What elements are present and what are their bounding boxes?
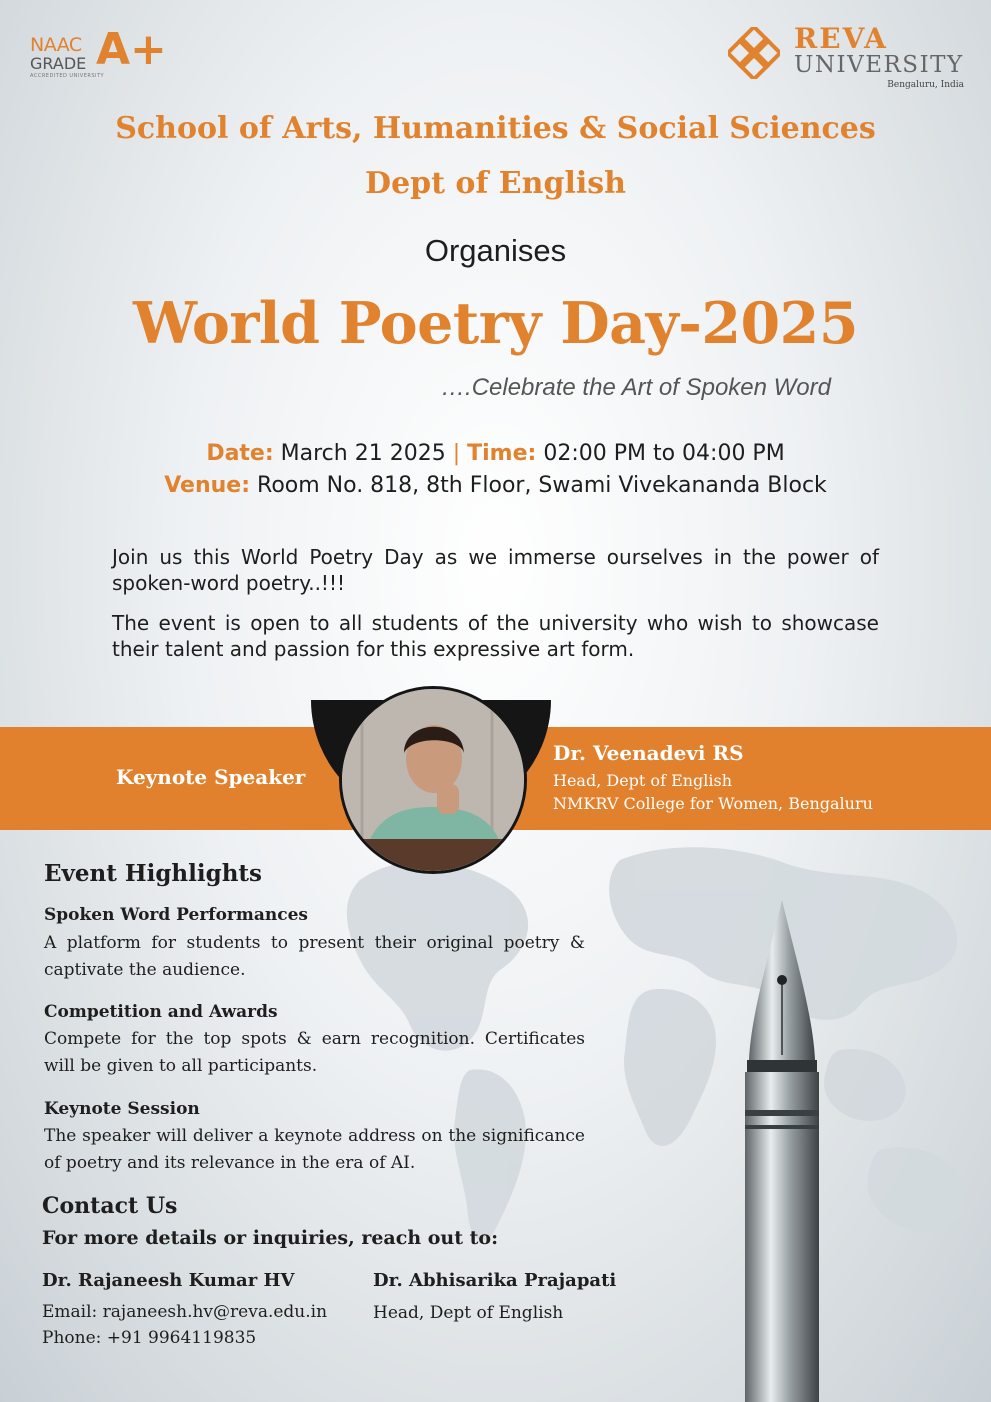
highlights-heading: Event Highlights	[44, 860, 263, 887]
highlight-text: Compete for the top spots & earn recognition. Certificates will be given to all participants.	[44, 1029, 585, 1076]
venue-label: Venue:	[164, 473, 251, 498]
accredited-text: ACCREDITED UNIVERSITY	[30, 73, 105, 79]
tagline: ….Celebrate the Art of Spoken Word	[441, 374, 831, 401]
keynote-speaker-label: Keynote Speaker	[116, 765, 306, 789]
time-value: 02:00 PM to 04:00 PM	[543, 441, 785, 466]
speaker-org: NMKRV College for Women, Bengaluru	[553, 794, 873, 813]
reva-university-logo	[728, 24, 968, 94]
intro-paragraph-2: The event is open to all students of the university who wish to showcase their talent and passion for this expressive art form.	[112, 611, 879, 661]
date-value: March 21 2025	[280, 441, 446, 466]
speaker-name: Dr. Veenadevi RS	[553, 741, 744, 765]
speaker-portrait-icon	[342, 689, 524, 871]
dept-title: Dept of English	[365, 166, 626, 201]
highlight-title: Keynote Session	[44, 1099, 200, 1119]
contact-name: Dr. Rajaneesh Kumar HV	[42, 1270, 295, 1291]
event-title: World Poetry Day-2025	[133, 290, 858, 357]
date-label: Date:	[206, 441, 274, 466]
venue-value: Room No. 818, 8th Floor, Swami Vivekananda Block	[257, 473, 827, 498]
highlight-text: The speaker will deliver a keynote address on the significance of poetry and its relevance in the era of AI.	[44, 1126, 585, 1173]
separator: |	[452, 441, 461, 466]
contact-email: Email: rajaneesh.hv@reva.edu.in	[42, 1302, 328, 1322]
grade-text: GRADE	[30, 54, 87, 73]
time-label: Time:	[467, 441, 537, 466]
reva-sub: UNIVERSITY	[794, 52, 964, 78]
contact-heading: Contact Us	[42, 1193, 178, 1219]
grade-a-plus: A+	[96, 24, 167, 75]
venue-line	[0, 473, 991, 498]
naac-text: NAAC	[30, 34, 82, 56]
naac-logo	[30, 24, 167, 82]
reva-location: Bengaluru, India	[887, 80, 964, 90]
highlight-title: Competition and Awards	[44, 1002, 278, 1022]
highlight-title: Spoken Word Performances	[44, 905, 308, 925]
speaker-role: Head, Dept of English	[553, 771, 733, 790]
fountain-pen-illustration	[735, 895, 825, 1402]
intro-paragraph-1: Join us this World Poetry Day as we immerse ourselves in the power of spoken-word poetry..!!!	[112, 545, 879, 595]
contact-phone: Phone: +91 9964119835	[42, 1328, 257, 1348]
reva-knot-icon	[728, 27, 780, 79]
contact-subheading: For more details or inquiries, reach out to:	[42, 1227, 499, 1249]
reva-name: REVA	[794, 22, 888, 55]
date-time-line	[0, 441, 991, 466]
contact-name: Dr. Abhisarika Prajapati	[373, 1270, 617, 1291]
contact-role: Head, Dept of English	[373, 1303, 564, 1323]
speaker-photo	[339, 686, 527, 874]
organises-text: Organises	[424, 233, 567, 268]
highlight-text: A platform for students to present their original poetry & captivate the audience.	[44, 933, 585, 980]
school-title: School of Arts, Humanities & Social Sciences	[115, 111, 876, 146]
